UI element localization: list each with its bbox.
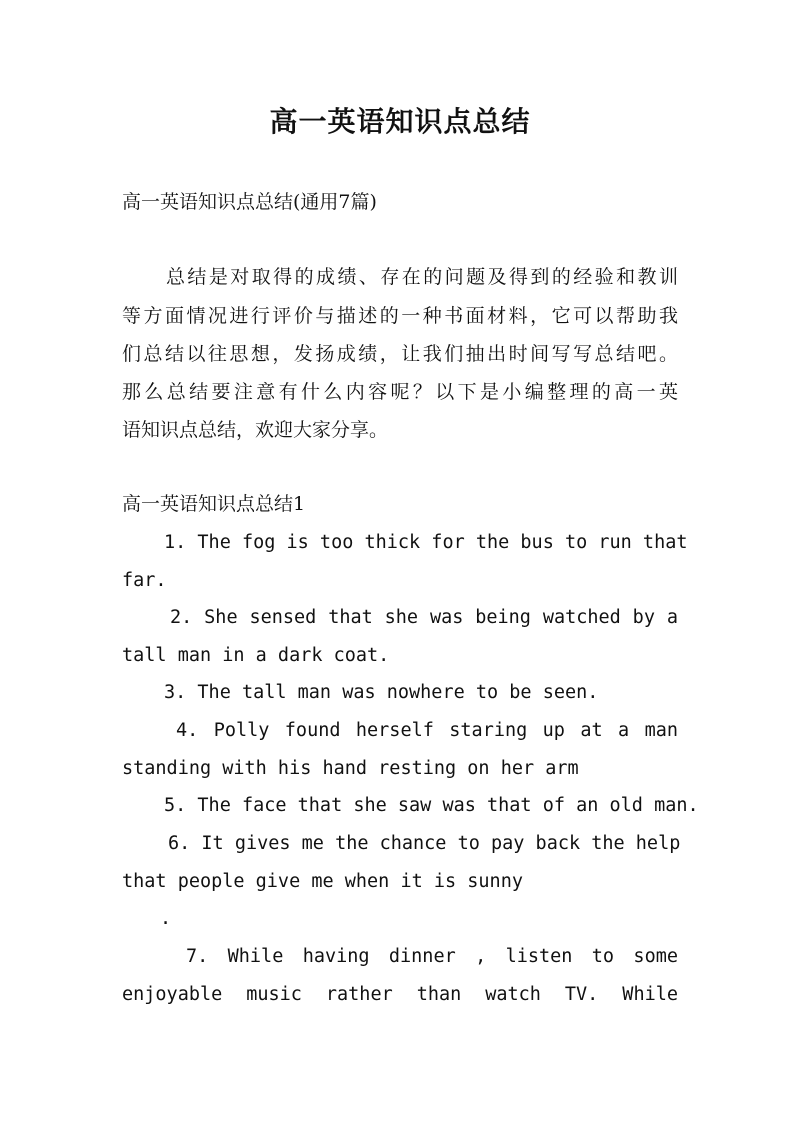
list-item: far. bbox=[122, 570, 167, 591]
list-item: standing with his hand resting on her arm bbox=[122, 758, 579, 779]
intro-line: 们总结以往思想，发扬成绩，让我们抽出时间写写总结吧。 bbox=[122, 343, 678, 365]
intro-line: 那么总结要注意有什么内容呢？以下是小编整理的高一英 bbox=[122, 381, 678, 403]
list-item: that people give me when it is sunny bbox=[122, 871, 523, 892]
list-item: tall man in a dark coat. bbox=[122, 645, 390, 666]
list-item: 1. The fog is too thick for the bus to run that bbox=[164, 532, 688, 553]
list-item: 5. The face that she saw was that of an old man. bbox=[164, 795, 699, 816]
list-item: 2. She sensed that she was being watched by a bbox=[170, 607, 678, 628]
intro-line: 等方面情况进行评价与描述的一种书面材料，它可以帮助我 bbox=[122, 305, 678, 327]
list-item: 7. While having dinner , listen to some bbox=[186, 946, 678, 967]
section-heading: 高一英语知识点总结1 bbox=[122, 493, 306, 515]
list-item: 6. It gives me the chance to pay back the help bbox=[168, 833, 681, 854]
document-subtitle: 高一英语知识点总结(通用7篇) bbox=[122, 191, 377, 213]
intro-line: 总结是对取得的成绩、存在的问题及得到的经验和教训 bbox=[166, 266, 678, 288]
list-item: 3. The tall man was nowhere to be seen. bbox=[164, 682, 599, 703]
document-title: 高一英语知识点总结 bbox=[269, 105, 531, 138]
list-item: 4. Polly found herself staring up at a man bbox=[176, 720, 678, 741]
intro-line: 语知识点总结，欢迎大家分享。 bbox=[122, 419, 389, 441]
list-item: . bbox=[160, 908, 172, 929]
list-item: enjoyable music rather than watch TV. While bbox=[122, 984, 678, 1005]
